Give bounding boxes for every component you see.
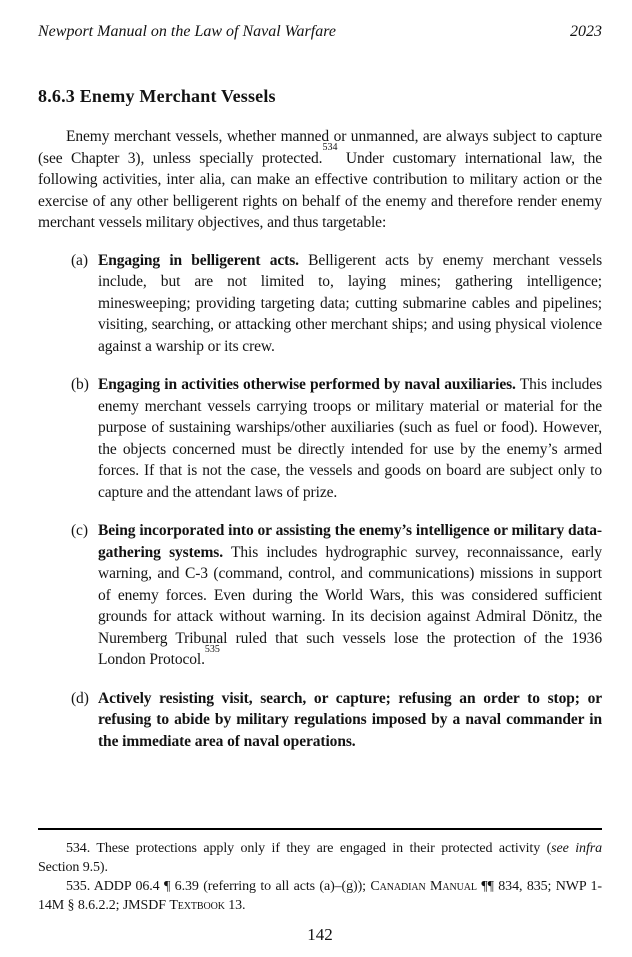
header-book-title: Newport Manual on the Law of Naval Warfare (38, 23, 336, 40)
item-bold-lead-a: Engaging in belligerent acts. (98, 251, 299, 269)
list-item-b (38, 374, 602, 503)
activities-list (38, 250, 602, 753)
item-bold-lead-d: Actively resisting visit, search, or capture; refusing an order to stop; or refusing to abide by military regulations imposed by a naval commander in the immediate area of naval operations. (98, 689, 602, 750)
footnote-534-text-end: Section 9.5). (38, 860, 108, 875)
footnote-534-text: These protections apply only if they are engaged in their protected activity ( (90, 841, 552, 856)
page-body (38, 42, 602, 828)
item-body-c: This includes hydrographic survey, reconnaissance, early warning, and C-3 (command, control, and communications) missions in support of enemy forces. Even during the World Wars, this was considered sufficient grounds for attack without warning. In its decision against Admiral Dönitz, the Nuremberg Tribunal ruled that such vessels lose the protection of the 1936 London Protocol. (98, 543, 602, 668)
item-label-d: (d) (71, 689, 89, 707)
footnote-535-smallcaps-1: Canadian Manual (370, 879, 477, 894)
intro-text-before-ref: Enemy merchant vessels, whether manned or unmanned, are always subject to capture (see Chapter 3), unless specially protected. (38, 128, 602, 167)
footnote-ref-534: 534 (322, 142, 338, 154)
item-label-c: (c) (71, 522, 88, 539)
list-item-a (38, 250, 602, 358)
footnote-separator (38, 828, 602, 830)
list-item-c (38, 520, 602, 671)
footnote-535-smallcaps-2: Textbook (169, 898, 225, 913)
footnote-535-text-1: ADDP 06.4 ¶ 6.39 (referring to all acts (a)–(g)); (90, 879, 371, 894)
item-label-a: (a) (71, 251, 88, 269)
list-item-d (38, 688, 602, 753)
item-label-b: (b) (71, 376, 89, 393)
footnote-534-number: 534. (66, 841, 91, 856)
footnote-535 (38, 877, 602, 915)
intro-text-after-ref: Under customary international law, the following activities, inter alia, can make an effective contribution to military action or the exercise of any other belligerent rights on behalf of the enemy and therefore render enemy merchant vessels military objectives, and thus targetable: (38, 149, 602, 231)
page-number: 142 (307, 925, 333, 944)
running-header (38, 22, 602, 42)
page-footer (38, 828, 602, 957)
section-heading: 8.6.3 Enemy Merchant Vessels (38, 86, 276, 106)
footnote-534 (38, 839, 602, 877)
footnote-535-number: 535. (66, 879, 91, 894)
item-body-a: Belligerent acts by enemy merchant vessels include, but are not limited to, laying mines; gathering intelligence; minesweeping; providing targeting data; cutting submarine cables and pipelines; visiting, searching, or attacking other merchant ships; and using physical violence against a warship or its crew. (98, 251, 602, 355)
footnote-ref-535: 535 (204, 643, 220, 655)
footnote-534-italic: see infra (551, 841, 602, 856)
intro-paragraph (38, 126, 602, 234)
item-body-b: This includes enemy merchant vessels carrying troops or military material or material for the purpose of sustaining warships/other auxiliaries (such as fuel or food). However, the objects concerned must be directly intended for use by the enemy’s armed forces. If that is not the case, the vessels and goods on board are subject only to capture and the attendant laws of prize. (98, 376, 602, 501)
item-bold-lead-c: Being incorporated into or assisting the enemy’s intelligence or military data-gathering systems. (98, 522, 602, 561)
footnote-535-text-2: ¶¶ 834, 835; NWP 1-14M § 8.6.2.2; JMSDF (38, 879, 602, 913)
header-year: 2023 (570, 23, 602, 40)
footnote-535-text-3: 13. (224, 898, 246, 913)
item-bold-lead-b: Engaging in activities otherwise performed by naval auxiliaries. (98, 376, 516, 393)
